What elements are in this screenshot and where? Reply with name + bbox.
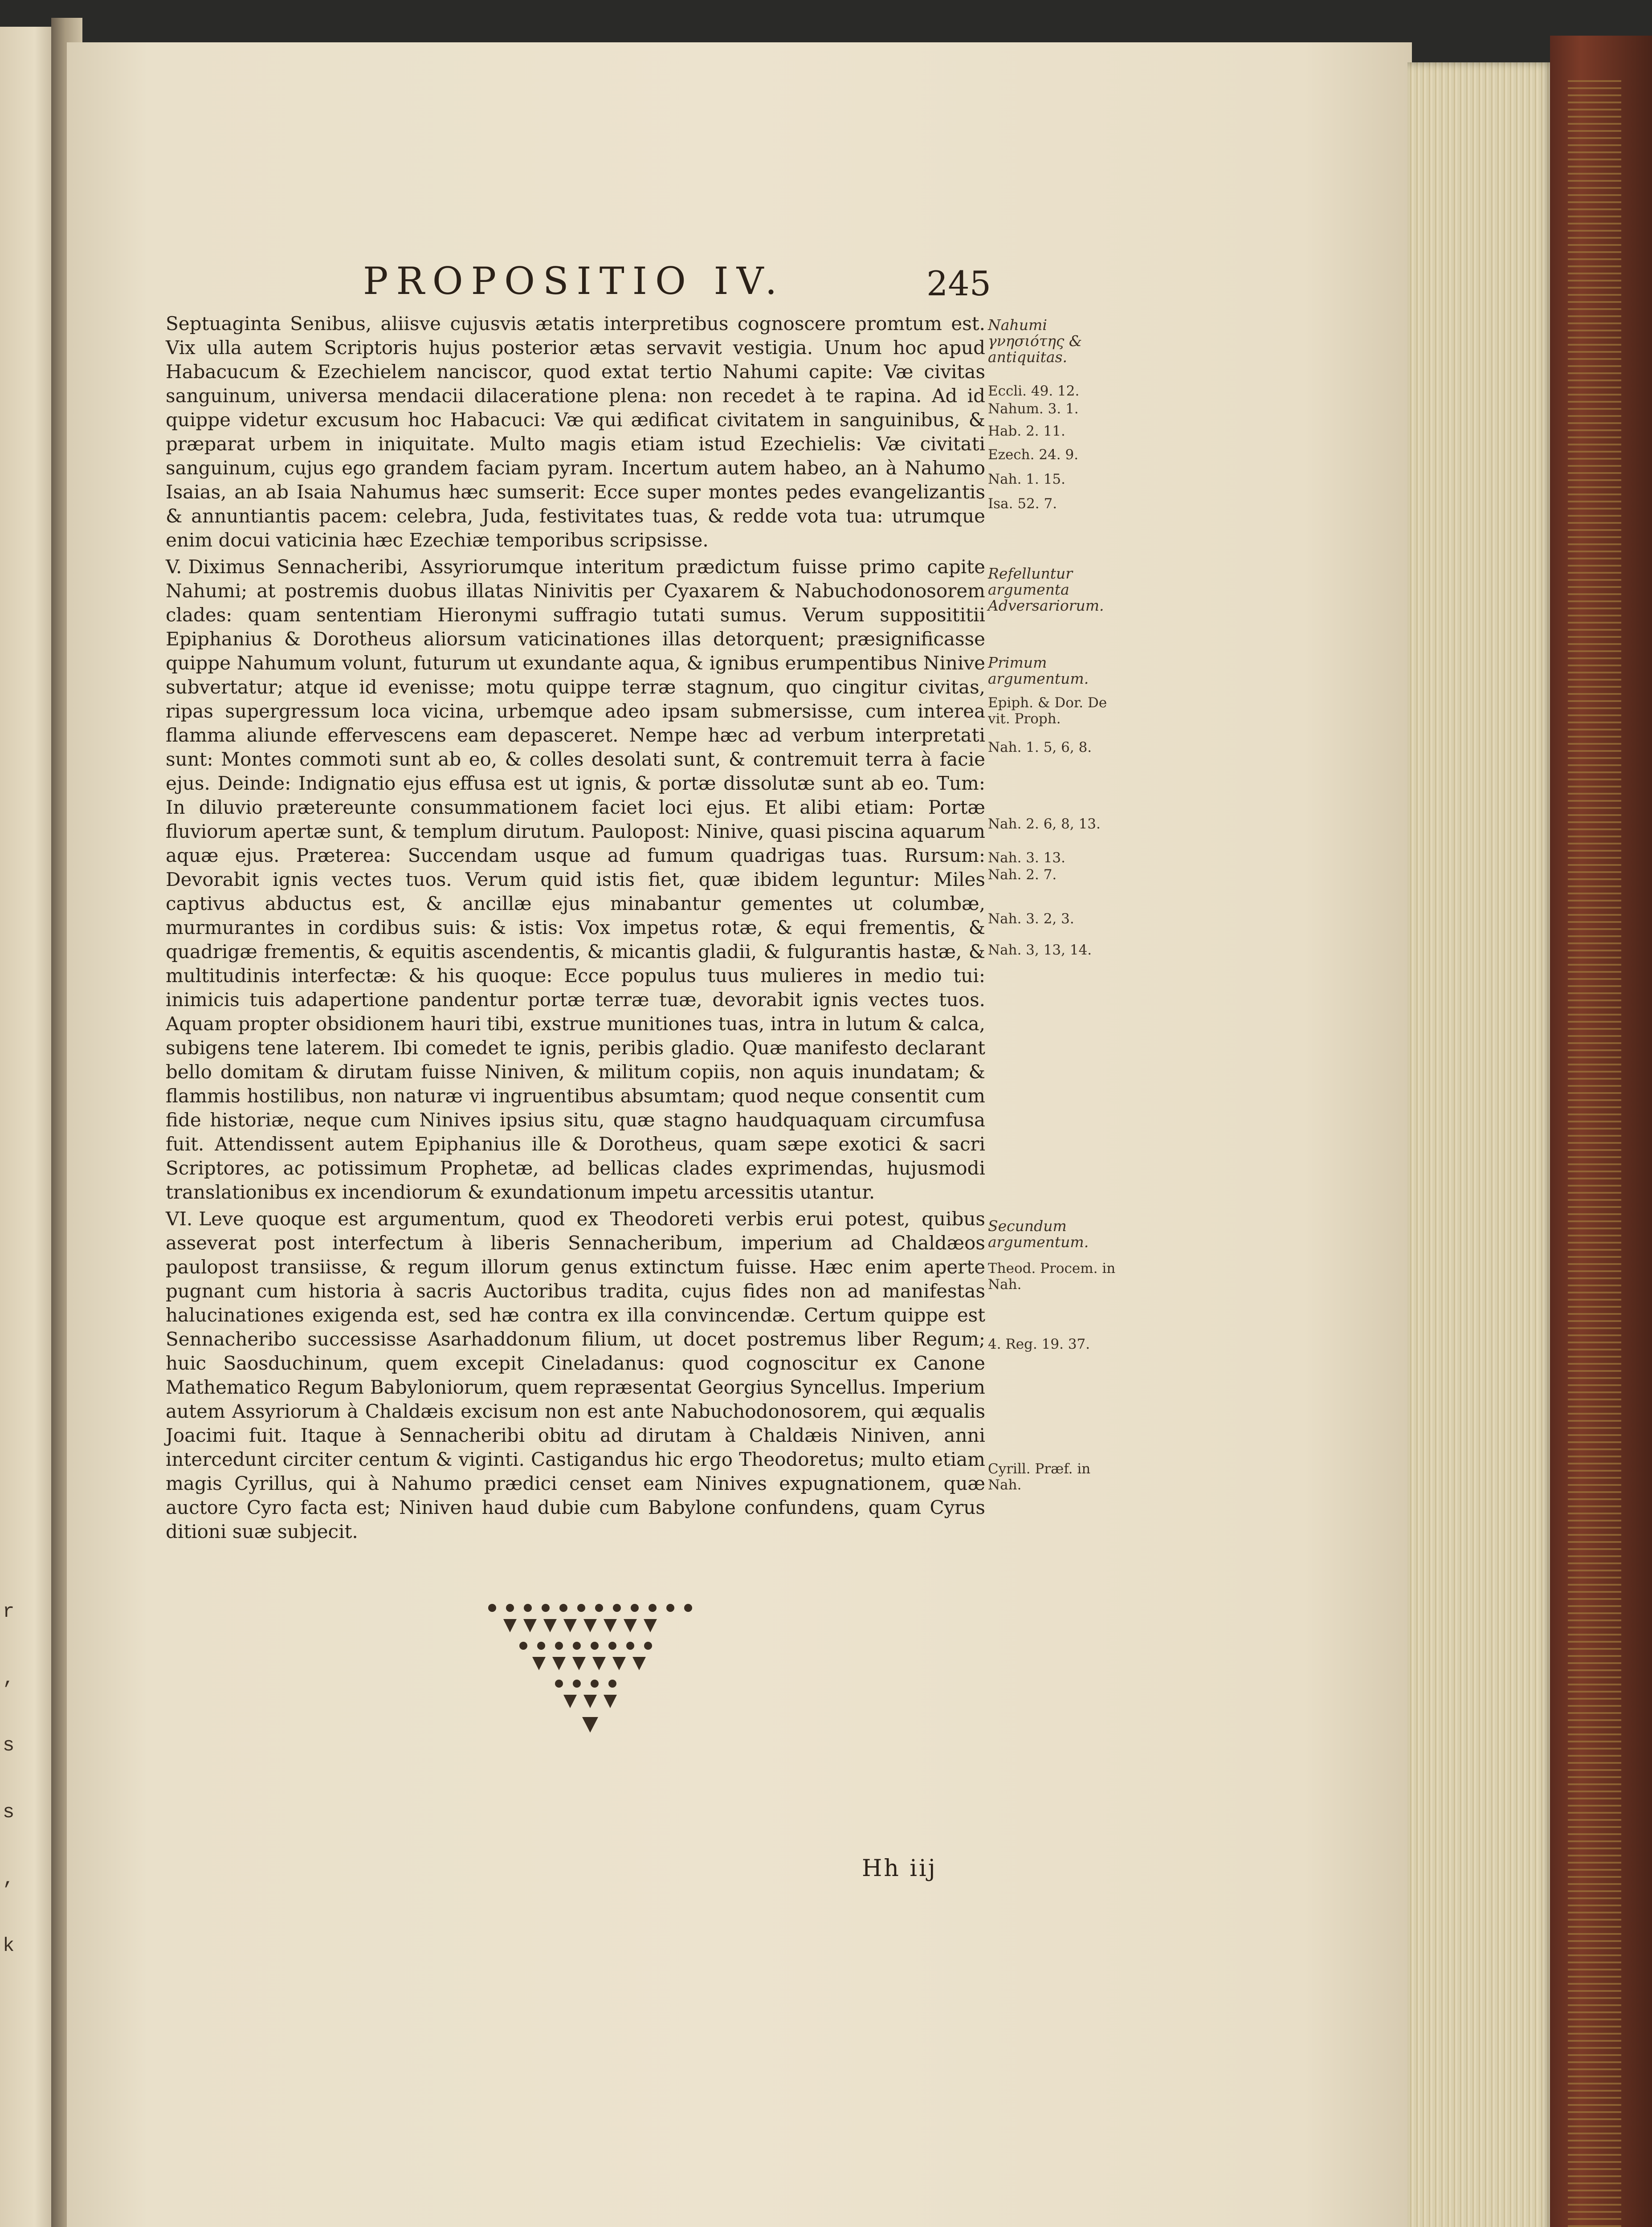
paragraph-number: VI. xyxy=(166,1208,193,1230)
cover-tooling xyxy=(1568,80,1621,2227)
margin-note: 4. Reg. 19. 37. xyxy=(988,1336,1090,1352)
page-block-edge xyxy=(1407,62,1554,2227)
margin-note: Nah. 1. 15. xyxy=(988,471,1066,487)
margin-note: Refelluntur argumenta Adversariorum. xyxy=(988,565,1104,614)
margin-note: Nahum. 3. 1. xyxy=(988,401,1079,417)
margin-note: Eccli. 49. 12. xyxy=(988,383,1080,399)
paragraph-text: Diximus Sennacheribi, Assyriorumque interitum prædictum fuisse primo capite Nahumi; at postremis duobus illatas Ninivitis per Cyaxarem & Nabuchodonosorem clades: quam sententiam Hieronymi suffragio tutati sumus. Verum supposititii Epiphanius & Dorotheus aliorsum vaticinationes illas detorquent; præsignificasse quippe Nahumum volunt, futurum ut exundante aqua, & ignibus erumpentibus Ninive subvertatur; atque id evenisse; motu quippe terræ stagnum, quo cingitur civitas, ripas supergressum loca vicina, urbemque adeo ipsam submersisse, cum interea flamma aliunde effervescens eam depasceret. Nempe hæc ad verbum interpretati sunt: Montes commoti sunt ab eo, & colles desolati sunt, & contremuit terra à facie ejus. Deinde: Indignatio ejus effusa est ut ignis, & portæ dissolutæ sunt ab eo. Tum: In diluvio prætereunte consummationem faciet loci ejus. Et alibi etiam: Portæ fluviorum apertæ sunt, & templum dirutum. Paulopost: Ninive, quasi piscina aquarum aquæ ejus. Præterea: Succendam usque ad fumum quadrigas tuas. Rursum: Devorabit ignis vectes tuos. Verum quid istis fiet, quæ ibidem leguntur: Miles captivus abductus est, & ancillæ ejus minabantur gementes ut columbæ, murmurantes in cordibus suis: & istis: Vox impetus rotæ, & equi frementis, & quadrigæ frementis, & equitis ascendentis, & micantis gladii, & fulgurantis hastæ, & multitudinis interfectæ: & his quoque: Ecce populus tuus mulieres in medio tui: inimicis tuis adapertione pandentur portæ terræ tuæ, devorabit ignis vectes tuos. Aquam propter obsidionem hauri tibi, exstrue munitiones tuas, intra in lutum & calca, subigens tene laterem. Ibi comedet te ignis, peribis gladio. Quæ manifesto declarant bello domitam & dirutam fuisse Niniven, & militum copiis, non aquis inundatam; & flammis hostilibus, non naturæ vi ingruentibus absumtam; quod neque consentit cum fide historiæ, neque cum Ninives ipsius situ, quæ stagno haudquaquam circumfusa fuit. Attendissent autem Epiphanius ille & Dorotheus, quam sæpe exotici & sacri Scriptores, ac potissimum Prophetæ, ad bellicas clades exprimendas, hujusmodi translationibus ex incendiorum & exundationum impetu arcessitis utantur. xyxy=(166,556,985,1203)
paragraph-text: Leve quoque est argumentum, quod ex Theodoreti verbis erui potest, quibus asseverat post interfectum à liberis Sennacheribum, imperium ad Chaldæos paulopost transiisse, & regum illorum genus extinctum fuisse. Hæc enim aperte pugnant cum historia à sacris Auctoribus tradita, cujus fides non ad manifestas halucinationes exigenda est, sed hæ contra ex illa convincendæ. Certum quippe est Sennacheribo successisse Asarhaddonum filium, ut docet postremus liber Regum; huic Saosduchinum, quem excepit Cineladanus: quod cognoscitur ex Canone Mathematico Regum Babyloniorum, quem repræsentat Georgius Syncellus. Imperium autem Assyriorum à Chaldæis excisum non est ante Nabuchodonosorem, qui æqualis Joacimi fuit. Itaque à Sennacheribi obitu ad dirutam à Chaldæis Niniven, anni intercedunt circiter centum & viginti. Castigandus hic ergo Theodoretus; multo etiam magis Cyrillus, qui à Nahumo prædici censet eam Ninives expugnationem, quæ auctore Cyro facta est; Niniven haud dubie cum Babylone confundens, quam Cyrus ditioni suæ subjecit. xyxy=(166,1208,985,1542)
margin-note: Primum argumentum. xyxy=(988,654,1089,687)
margin-note: Nah. 2. 7. xyxy=(988,867,1057,883)
margin-note: Nah. 3. 2, 3. xyxy=(988,911,1074,927)
margin-note: Nah. 1. 5, 6, 8. xyxy=(988,739,1092,755)
margin-note: Ezech. 24. 9. xyxy=(988,447,1079,463)
paragraph-number: V. xyxy=(166,556,182,578)
margin-note: Theod. Procem. in Nah. xyxy=(988,1260,1116,1293)
tailpiece-ornament xyxy=(483,1599,697,1742)
margin-note: Nah. 2. 6, 8, 13. xyxy=(988,816,1101,832)
page-number: 245 xyxy=(926,264,991,303)
signature-mark: Hh iij xyxy=(862,1855,937,1882)
margin-note: Cyrill. Præf. in Nah. xyxy=(988,1461,1091,1493)
margin-note: Nahumi γνησιότης & antiquitas. xyxy=(988,316,1082,366)
margin-note: Nah. 3. 13. xyxy=(988,850,1066,866)
left-page-fragments: r , s s , k xyxy=(3,1601,15,1957)
paragraph-v xyxy=(166,555,985,1204)
running-head: PROPOSITIO IV. xyxy=(363,259,785,303)
margin-note: Hab. 2. 11. xyxy=(988,423,1065,439)
margin-note: Epiph. & Dor. De vit. Proph. xyxy=(988,695,1107,727)
paragraph-intro: Septuaginta Senibus, aliisve cujusvis ætatis interpretibus cognoscere promtum est. Vix ulla autem Scriptoris hujus posterior ætas servavit vestigia. Unum hoc apud Habacucum & Ezechielem nanciscor, quod extat tertio Nahumi capite: Væ civitas sanguinum, universa mendacii dilaceratione plena: non recedet à te rapina. Ad id quippe videtur excusum hoc Habacuci: Væ qui ædificat civitatem in sanguinibus, & præparat urbem in iniquitate. Multo magis etiam istud Ezechielis: Væ civitati sanguinum, cujus ego grandem faciam pyram. Incertum autem habeo, an à Nahumo Isaias, an ab Isaia Nahumus hæc sumserit: Ecce super montes pedes evangelizantis & annuntiantis pacem: celebra, Juda, festivitates tuas, & redde vota tua: utrumque enim docui vaticinia hæc Ezechiæ temporibus scripsisse. xyxy=(166,313,985,551)
margin-note: Secundum argumentum. xyxy=(988,1217,1089,1251)
margin-note: Isa. 52. 7. xyxy=(988,496,1057,512)
main-text xyxy=(166,312,985,1544)
margin-note: Nah. 3, 13, 14. xyxy=(988,942,1092,958)
paragraph-vi xyxy=(166,1207,985,1544)
